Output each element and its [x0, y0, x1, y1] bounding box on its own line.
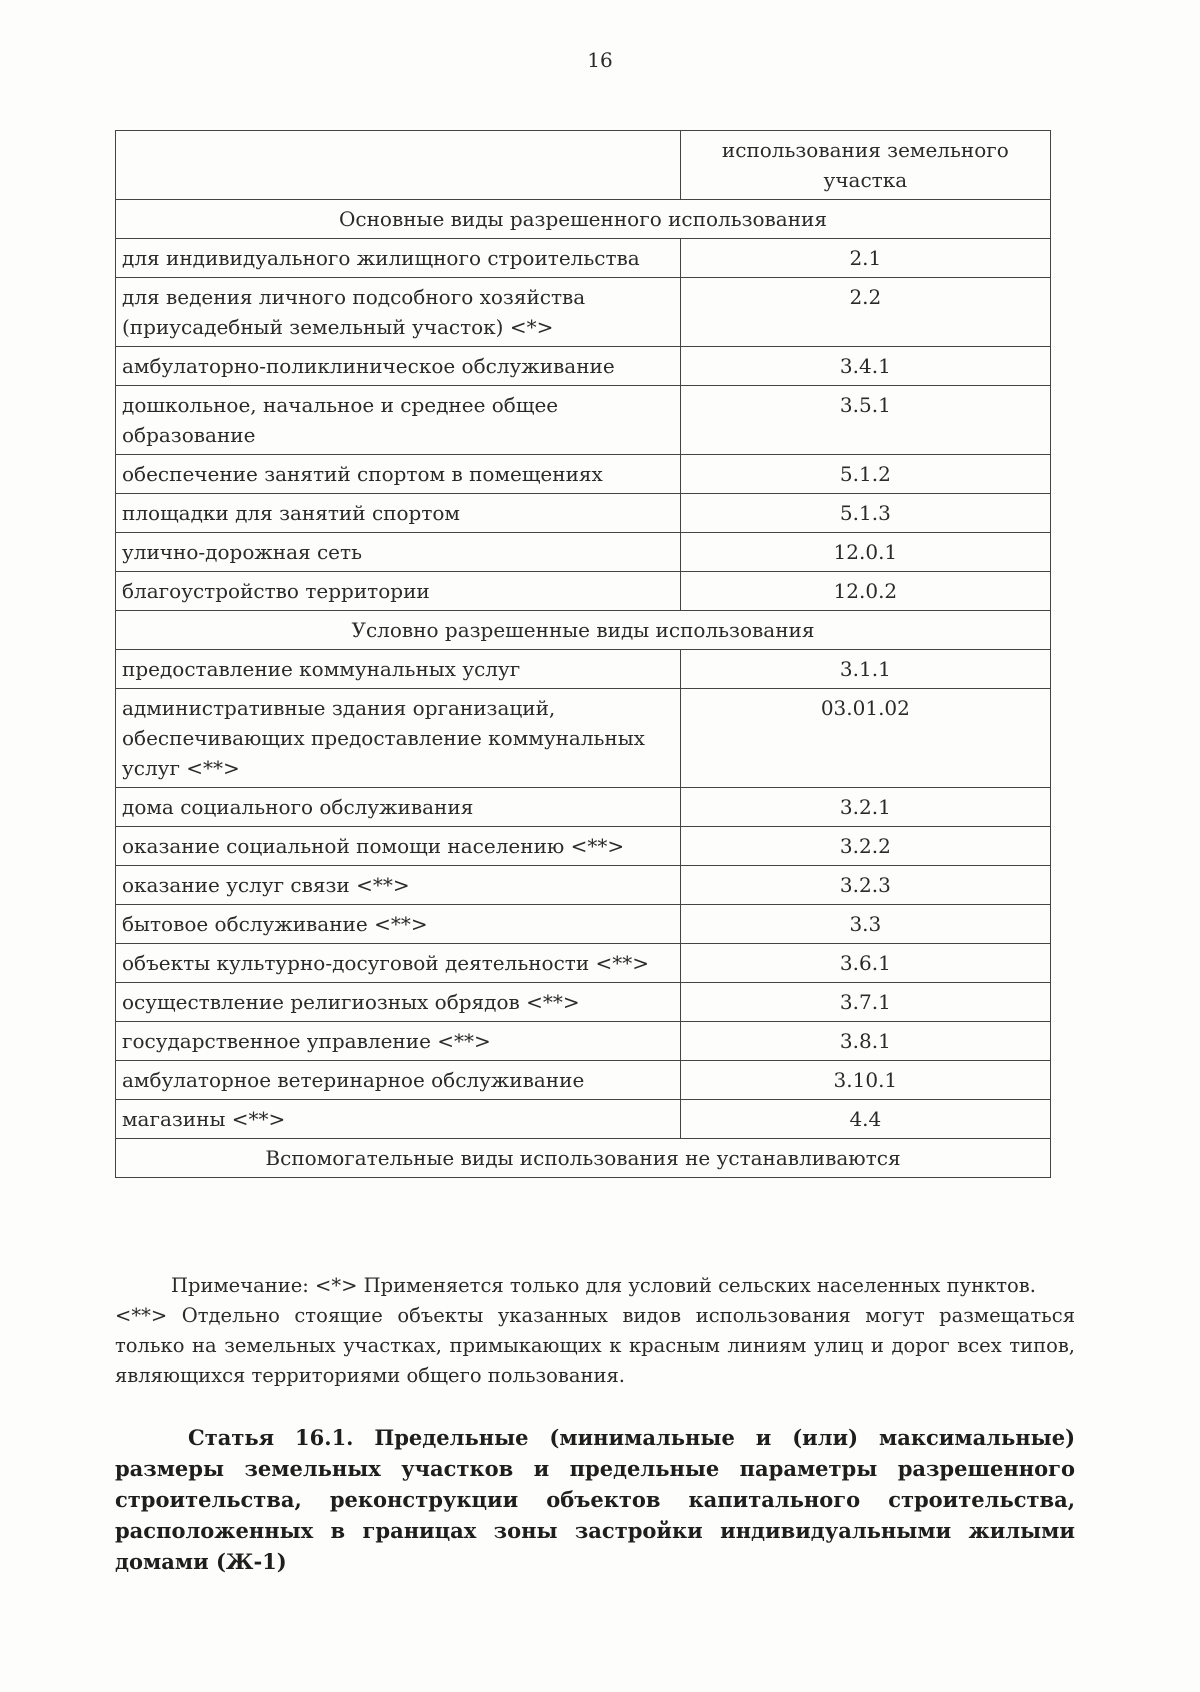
use-name-cell: осуществление религиозных обрядов <**>	[116, 983, 681, 1022]
use-code-cell: 3.4.1	[680, 347, 1050, 386]
use-name-cell: административные здания организаций, обеспечивающих предоставление коммунальных услуг <**>	[116, 689, 681, 788]
article-heading: Статья 16.1. Предельные (минимальные и (или) максимальные) размеры земельных участков и предельные параметры разрешенного строительства, реконструкции объектов капитального строительства, расположенных в границах зоны застройки индивидуальными жилыми домами (Ж-1)	[115, 1425, 1075, 1574]
section-row	[116, 200, 1051, 239]
use-name-cell: для индивидуального жилищного строительства	[116, 239, 681, 278]
note	[115, 1271, 1075, 1391]
table-row	[116, 347, 1051, 386]
use-code-cell: 3.2.1	[680, 788, 1050, 827]
use-name-cell: благоустройство территории	[116, 572, 681, 611]
table-row	[116, 866, 1051, 905]
table-row	[116, 827, 1051, 866]
use-name-cell: оказание социальной помощи населению <**>	[116, 827, 681, 866]
table-row	[116, 1100, 1051, 1139]
table-row	[116, 386, 1051, 455]
use-name-cell: амбулаторное ветеринарное обслуживание	[116, 1061, 681, 1100]
use-code-cell: 5.1.3	[680, 494, 1050, 533]
header-code-cell: использования земельного участка	[680, 131, 1050, 200]
use-code-cell: 2.1	[680, 239, 1050, 278]
section-row	[116, 611, 1051, 650]
section-title: Основные виды разрешенного использования	[116, 200, 1051, 239]
use-code-cell: 3.7.1	[680, 983, 1050, 1022]
use-code-cell: 4.4	[680, 1100, 1050, 1139]
use-name-cell: дошкольное, начальное и среднее общее образование	[116, 386, 681, 455]
use-name-cell: площадки для занятий спортом	[116, 494, 681, 533]
use-code-cell: 2.2	[680, 278, 1050, 347]
header-name-cell	[116, 131, 681, 200]
table-row	[116, 905, 1051, 944]
use-name-cell: объекты культурно-досуговой деятельности <**>	[116, 944, 681, 983]
footer-text: Вспомогательные виды использования не устанавливаются	[116, 1139, 1051, 1178]
use-code-cell: 3.1.1	[680, 650, 1050, 689]
use-code-cell: 3.5.1	[680, 386, 1050, 455]
table-row	[116, 650, 1051, 689]
table-row	[116, 455, 1051, 494]
use-code-cell: 12.0.1	[680, 533, 1050, 572]
use-name-cell: для ведения личного подсобного хозяйства (приусадебный земельный участок) <*>	[116, 278, 681, 347]
table-row	[116, 278, 1051, 347]
use-code-cell: 3.3	[680, 905, 1050, 944]
use-name-cell: амбулаторно-поликлиническое обслуживание	[116, 347, 681, 386]
page-number: 16	[587, 48, 613, 72]
use-name-cell: предоставление коммунальных услуг	[116, 650, 681, 689]
permitted-uses-table	[115, 130, 1051, 1178]
table-row	[116, 533, 1051, 572]
use-code-cell: 03.01.02	[680, 689, 1050, 788]
use-name-cell: бытовое обслуживание <**>	[116, 905, 681, 944]
use-name-cell: магазины <**>	[116, 1100, 681, 1139]
note-line-2: <**> Отдельно стоящие объекты указанных видов использования могут размещаться только на земельных участках, примыкающих к красным линиям улиц и дорог всех типов, являющихся территориями общего пользования.	[115, 1304, 1075, 1387]
note-line-1: Примечание: <*> Применяется только для условий сельских населенных пунктов.	[171, 1274, 1036, 1297]
use-name-cell: улично-дорожная сеть	[116, 533, 681, 572]
table-row	[116, 239, 1051, 278]
table-row	[116, 689, 1051, 788]
table-row	[116, 494, 1051, 533]
table-row	[116, 944, 1051, 983]
use-name-cell: государственное управление <**>	[116, 1022, 681, 1061]
use-code-cell: 12.0.2	[680, 572, 1050, 611]
footer-row	[116, 1139, 1051, 1178]
use-code-cell: 3.2.2	[680, 827, 1050, 866]
use-code-cell: 3.6.1	[680, 944, 1050, 983]
section-title: Условно разрешенные виды использования	[116, 611, 1051, 650]
use-code-cell: 3.8.1	[680, 1022, 1050, 1061]
use-code-cell: 5.1.2	[680, 455, 1050, 494]
table-row	[116, 572, 1051, 611]
use-code-cell: 3.2.3	[680, 866, 1050, 905]
use-name-cell: обеспечение занятий спортом в помещениях	[116, 455, 681, 494]
table-row	[116, 1061, 1051, 1100]
use-name-cell: оказание услуг связи <**>	[116, 866, 681, 905]
use-code-cell: 3.10.1	[680, 1061, 1050, 1100]
table-row	[116, 983, 1051, 1022]
use-name-cell: дома социального обслуживания	[116, 788, 681, 827]
table-header-row	[116, 131, 1051, 200]
table-row	[116, 788, 1051, 827]
table-row	[116, 1022, 1051, 1061]
